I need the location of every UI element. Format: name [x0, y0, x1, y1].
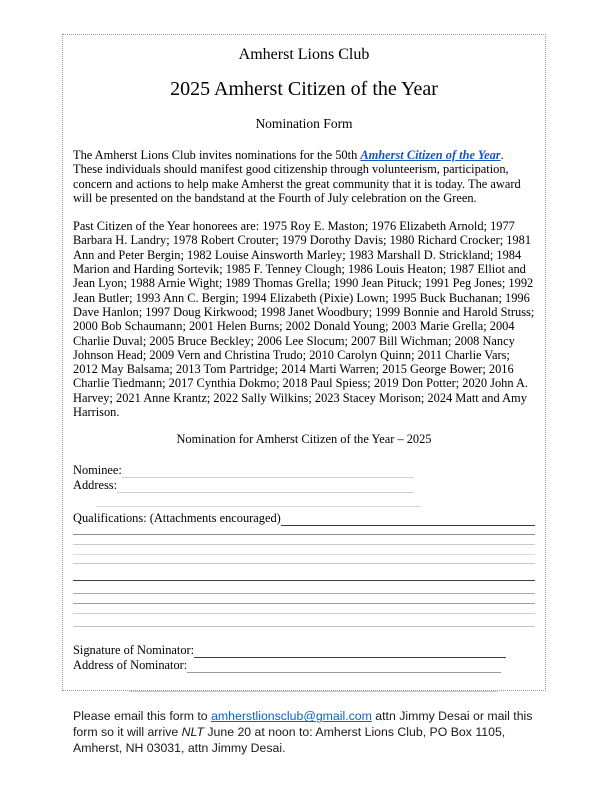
nlt-abbreviation: NLT	[181, 724, 204, 739]
nominee-fill-line	[122, 464, 414, 478]
qualifications-line	[73, 554, 535, 555]
nominator-address-second-fill-line	[129, 691, 498, 692]
qualifications-label: Qualifications: (Attachments encouraged)	[73, 511, 281, 526]
nomination-section-heading: Nomination for Amherst Citizen of the Year – 2025	[176, 432, 432, 447]
qualifications-line	[73, 563, 535, 564]
qualifications-ruled-lines	[73, 534, 535, 627]
intro-text-before: The Amherst Lions Club invites nominations for the 50th	[73, 148, 361, 162]
footer-text-before: Please email this form to	[73, 709, 212, 724]
qualifications-line	[73, 580, 535, 581]
qualifications-line	[73, 544, 535, 545]
email-link[interactable]: amherstlionsclub@gmail.com	[211, 709, 372, 724]
address-field-row	[73, 478, 414, 493]
qualifications-line	[73, 613, 535, 614]
address-second-fill-line	[96, 506, 421, 507]
form-subtitle: Nomination Form	[255, 116, 353, 131]
nominator-address-field-row	[73, 658, 501, 673]
honorees-paragraph: Past Citizen of the Year honorees are: 1975 Roy E. Maston; 1976 Elizabeth Arnold; 1977 Barbara H. Landry; 1978 Robert Crouter; 1979 Dorothy Davis; 1980 Richard Crocker; 1981 Ann and Peter Bergin; 1982 Louise Ainsworth Marley; 1983 Marshall D. Strickland; 1984 Marion and Harding Sortevik; 1985 F. Tenney Clough; 1986 Louis Heaton; 1987 Elliot and Jean Lyon; 1988 Arnie Wight; 1989 Thomas Grella; 1990 Jean Pituck; 1991 Peg Jones; 1992 Jean Butler; 1993 Ann C. Bergin; 1994 Elizabeth (Pixie) Lown; 1995 Buck Buchanan; 1996 Dave Hanlon; 1997 Doug Kirkwood; 1998 Janet Woodbury; 1999 Bonnie and Harold Struss; 2000 Bob Schaumann; 2001 Helen Burns; 2002 Donald Young; 2003 Marie Grella; 2004 Charlie Duval; 2005 Bruce Beckley; 2006 Lee Slocum; 2007 Bill Wichman; 2008 Nancy Johnson Head; 2009 Vern and Christina Trudo; 2010 Carolyn Quinn; 2011 Charlie Vars; 2012 May Balsama; 2013 Tom Partridge; 2014 Marti Warren; 2015 George Bower; 2016 Charlie Tiedmann; 2017 Cynthia Dokmo; 2018 Paul Spiess; 2019 Don Potter; 2020 John A. Harvey; 2021 Anne Krantz; 2022 Sally Wilkins; 2023 Stacey Morison; 2024 Matt and Amy Harrison.	[73, 219, 535, 420]
qualifications-line	[73, 626, 535, 627]
footer-text-after: June 20 at noon to: Amherst Lions Club, PO Box 1105, Amherst, NH 03031, attn Jimmy Desai.	[73, 724, 506, 755]
nominee-label: Nominee:	[73, 463, 122, 478]
intro-text-after: . These individuals should manifest good citizenship through volunteerism, participation, concern and actions to help make Amherst the great community that it is today. The award will be presented on the bandstand at the Fourth of July celebration on the Green.	[73, 148, 521, 205]
citizen-of-year-link[interactable]: Amherst Citizen of the Year	[360, 148, 501, 162]
footer-text-mid: attn Jimmy Desai or mail this form so it will arrive	[73, 709, 533, 739]
intro-paragraph	[73, 148, 535, 205]
address-fill-line	[117, 479, 414, 493]
qualifications-line	[73, 534, 535, 535]
nominator-address-label: Address of Nominator:	[73, 658, 188, 673]
signature-fill-line	[194, 644, 506, 658]
qualifications-fill-line	[281, 512, 535, 526]
form-border-box	[62, 34, 546, 755]
org-title: Amherst Lions Club	[238, 46, 370, 63]
qualifications-field-row	[73, 511, 535, 526]
nominator-address-fill-line	[187, 659, 501, 673]
award-title: 2025 Amherst Citizen of the Year	[170, 78, 438, 100]
address-label: Address:	[73, 478, 118, 493]
nominee-field-row	[73, 463, 414, 478]
qualifications-line	[73, 593, 535, 594]
submission-instructions	[73, 709, 535, 756]
signature-label: Signature of Nominator:	[73, 643, 195, 658]
qualifications-line	[73, 603, 535, 604]
signature-field-row	[73, 643, 506, 658]
